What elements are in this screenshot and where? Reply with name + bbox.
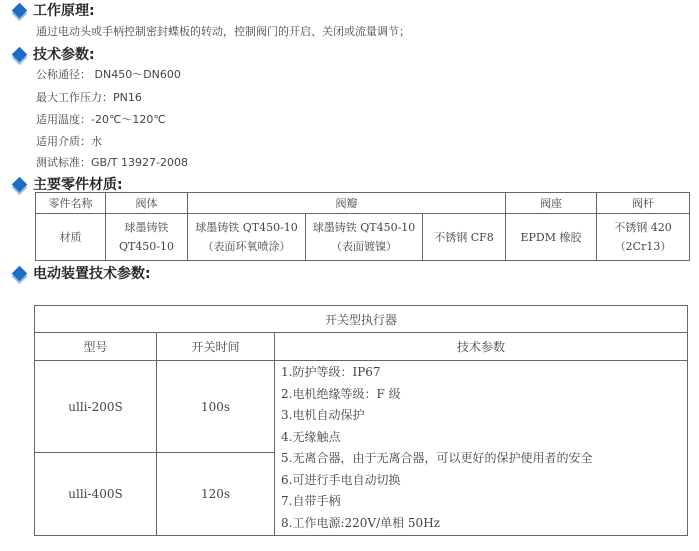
header-cell: 阀瓣 bbox=[188, 193, 506, 214]
tech-line: 最大工作压力：PN16 bbox=[36, 91, 142, 104]
cell: 球墨铸铁 QT450-10 （表面环氧喷涂） bbox=[188, 214, 306, 261]
materials-table bbox=[35, 192, 690, 261]
header-cell: 开关时间 bbox=[157, 333, 275, 361]
time-cell: 100s bbox=[157, 361, 275, 453]
header-cell: 技术参数 bbox=[275, 333, 688, 361]
header-cell: 阀座 bbox=[506, 193, 597, 214]
diamond-bullet-icon bbox=[12, 2, 28, 18]
cell: 不锈钢 CF8 bbox=[423, 214, 506, 261]
cell: EPDM 橡胶 bbox=[506, 214, 597, 261]
diamond-bullet-icon bbox=[12, 176, 28, 192]
cell: 材质 bbox=[36, 214, 106, 261]
param-line: 4.无缘触点 bbox=[281, 429, 341, 444]
param-line: 1.防护等级：IP67 bbox=[281, 365, 381, 379]
header-cell: 阀体 bbox=[106, 193, 188, 214]
heading-principle bbox=[14, 0, 95, 20]
time-cell: 120s bbox=[157, 453, 275, 536]
table-title: 开关型执行器 bbox=[35, 306, 688, 333]
model-cell: ulli-400S bbox=[35, 453, 157, 536]
header-cell: 阀杆 bbox=[597, 193, 690, 214]
heading-tech bbox=[14, 44, 95, 64]
heading-text: 电动装置技术参数: bbox=[33, 266, 151, 282]
param-line: 3.电机自动保护 bbox=[281, 408, 365, 422]
param-line: 5.无离合器，由于无离合器，可以更好的保护使用者的安全 bbox=[281, 451, 593, 465]
heading-text: 工作原理: bbox=[33, 3, 95, 19]
heading-materials bbox=[14, 174, 123, 194]
param-line: 8.工作电源:220V/单相 50Hz bbox=[281, 515, 440, 530]
header-cell: 零件名称 bbox=[36, 193, 106, 214]
tech-line: 公称通径： DN450～DN600 bbox=[36, 68, 181, 81]
param-line: 7.自带手柄 bbox=[281, 494, 341, 508]
tech-line: 测试标准：GB/T 13927-2008 bbox=[36, 156, 188, 169]
param-line: 6.可进行手电自动切换 bbox=[281, 472, 401, 487]
heading-text: 主要零件材质: bbox=[33, 177, 123, 193]
diamond-bullet-icon bbox=[12, 46, 28, 62]
principle-text: 通过电动头或手柄控制密封蝶板的转动，控制阀门的开启、关闭或流量调节； bbox=[36, 25, 410, 38]
model-cell: ulli-200S bbox=[35, 361, 157, 453]
tech-line: 适用介质：水 bbox=[36, 135, 102, 148]
actuator-table bbox=[34, 305, 688, 536]
cell: 不锈钢 420 （2Cr13） bbox=[597, 214, 690, 261]
diamond-bullet-icon bbox=[12, 265, 28, 281]
param-line: 2.电机绝缘等级：F 级 bbox=[281, 386, 401, 401]
cell: 球墨铸铁 QT450-10 （表面镀镍） bbox=[306, 214, 423, 261]
heading-text: 技术参数: bbox=[33, 47, 95, 63]
header-cell: 型号 bbox=[35, 333, 157, 361]
tech-line: 适用温度：-20℃～120℃ bbox=[36, 113, 166, 126]
cell: 球墨铸铁 QT450-10 bbox=[106, 214, 188, 261]
heading-actuator bbox=[14, 263, 151, 283]
params-cell bbox=[275, 361, 688, 536]
